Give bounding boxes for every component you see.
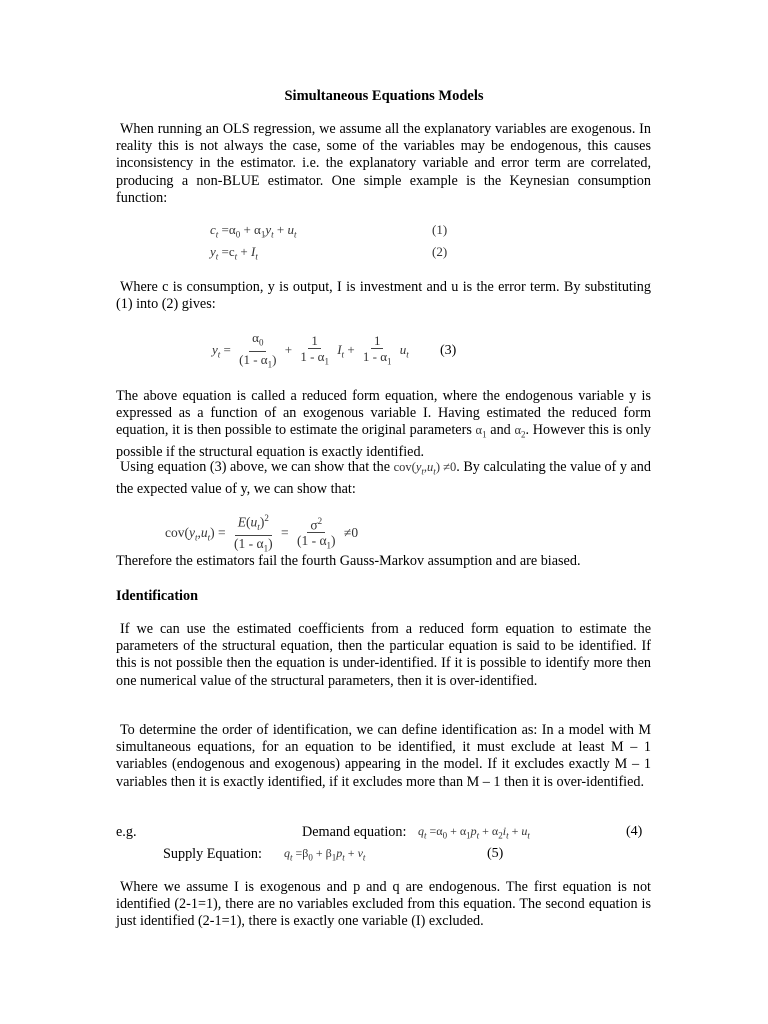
supply-equation: $q_t =\beta_0 + \beta_1p_t + v_t$ [284, 846, 366, 863]
supply-equation-label: Supply Equation: [163, 846, 262, 862]
identified-note: However this is only possible if the structural equation is exactly identified. [116, 422, 652, 461]
covariance-text-b: . By calculating the value of y and the expected value of y, we can show that: [116, 459, 651, 497]
order-condition-paragraph: To determine the order of identification, we can define identification as: In a model with M simultaneous equations, for an equation to be identified, it must exclude at least M – 1 variables (endogenous and exogenous) appearing in the model. If it excludes exactly M – 1 variables then it is exactly identified, if it excludes more than M – 1 then it is over-identified. [116, 722, 651, 790]
equation-3-number: (3) [440, 343, 457, 358]
exogeneity-paragraph: Where we assume I is exogenous and p and q are endogenous. The first equation is not identified (2-1=1), there are no variables excluded from this equation. The second equation is just identified (2-1=1), there is exactly one variable (I) excluded. [116, 879, 651, 930]
equation-2: $y_t =c_t + I_t$ [210, 244, 258, 262]
eg-label: e.g. [116, 824, 137, 840]
equation-2-number: (2) [432, 244, 448, 259]
equation-1-number: (1) [432, 222, 448, 237]
reduced-form-text: The above equation is called a reduced form equation, where the endogenous variable y is expressed as a function of an exogenous variable I. Having estimated the reduced form equation, it is then possible to estimate the original parameters [116, 388, 651, 439]
identification-paragraph: If we can use the estimated coefficients from a reduced form equation to estimate the parameters of the structural equation, then the particular equation is said to be identified. If this is not possible then the equation is under-identified. If it is possible to identify more then one numerical value of the structural parameters, then it is over-identified. [116, 621, 651, 689]
reduced-form-paragraph: The above equation is called a reduced form equation, where the endogenous variable y is expressed as a function of an exogenous variable I. Having estimated the reduced form equation, it is then possible to estimate the original parameters $\alpha_1$ and $\alpha_2$. However this is only possible if the structural equation is exactly identified. [116, 388, 652, 461]
intro-paragraph: When running an OLS regression, we assume all the explanatory variables are exogenous. In reality this is not always the case, some of the variables may be endogenous, this causes inconsistency in the estimator. i.e. the explanatory variable and error term are correlated, producing a non-BLUE estimator. One simple example is the Keynesian consumption function: [116, 121, 651, 206]
equation-5-number: (5) [487, 846, 504, 861]
definition-text: Where c is consumption, y is output, I is investment and u is the error term. By substituting (1) into (2) gives: [116, 279, 651, 313]
and-text: and [490, 422, 511, 439]
covariance-text-a: Using equation (3) above, we can show that the [120, 459, 391, 475]
covariance-equation: $cov(y_t,u_t)$ = $\frac{E(u_t)^2}{(1 - \alpha_1)}$ = $\frac{\sigma^2}{(1 - \alpha_1)}$ ≠0 [165, 513, 359, 554]
demand-equation-label: Demand equation: [302, 824, 407, 840]
equation-3: $y_t$ = $\frac{\alpha_0}{(1 - \alpha_1)}$ + $\frac{1}{1 - \alpha_1}$ $I_t$ + $\frac{1}{1 - \alpha_1}$ $u_t$ [212, 330, 409, 370]
equation-1: $c_t =\alpha_0 + \alpha_1y_t + u_t$ [210, 222, 297, 240]
equation-4-number: (4) [626, 824, 643, 839]
covariance-paragraph: Using equation (3) above, we can show that the $cov(y_t,u_t) \ne 0$. By calculating the value of y and the expected value of y, we can show that: [116, 459, 651, 497]
demand-equation: $q_t =\alpha_0 + \alpha_1p_t + \alpha_2i_t + u_t$ [418, 824, 530, 841]
identification-heading: Identification [116, 588, 198, 604]
definition-paragraph [116, 279, 651, 313]
page-title: Simultaneous Equations Models [284, 88, 484, 104]
gauss-markov-paragraph: Therefore the estimators fail the fourth Gauss-Markov assumption and are biased. [116, 553, 581, 569]
